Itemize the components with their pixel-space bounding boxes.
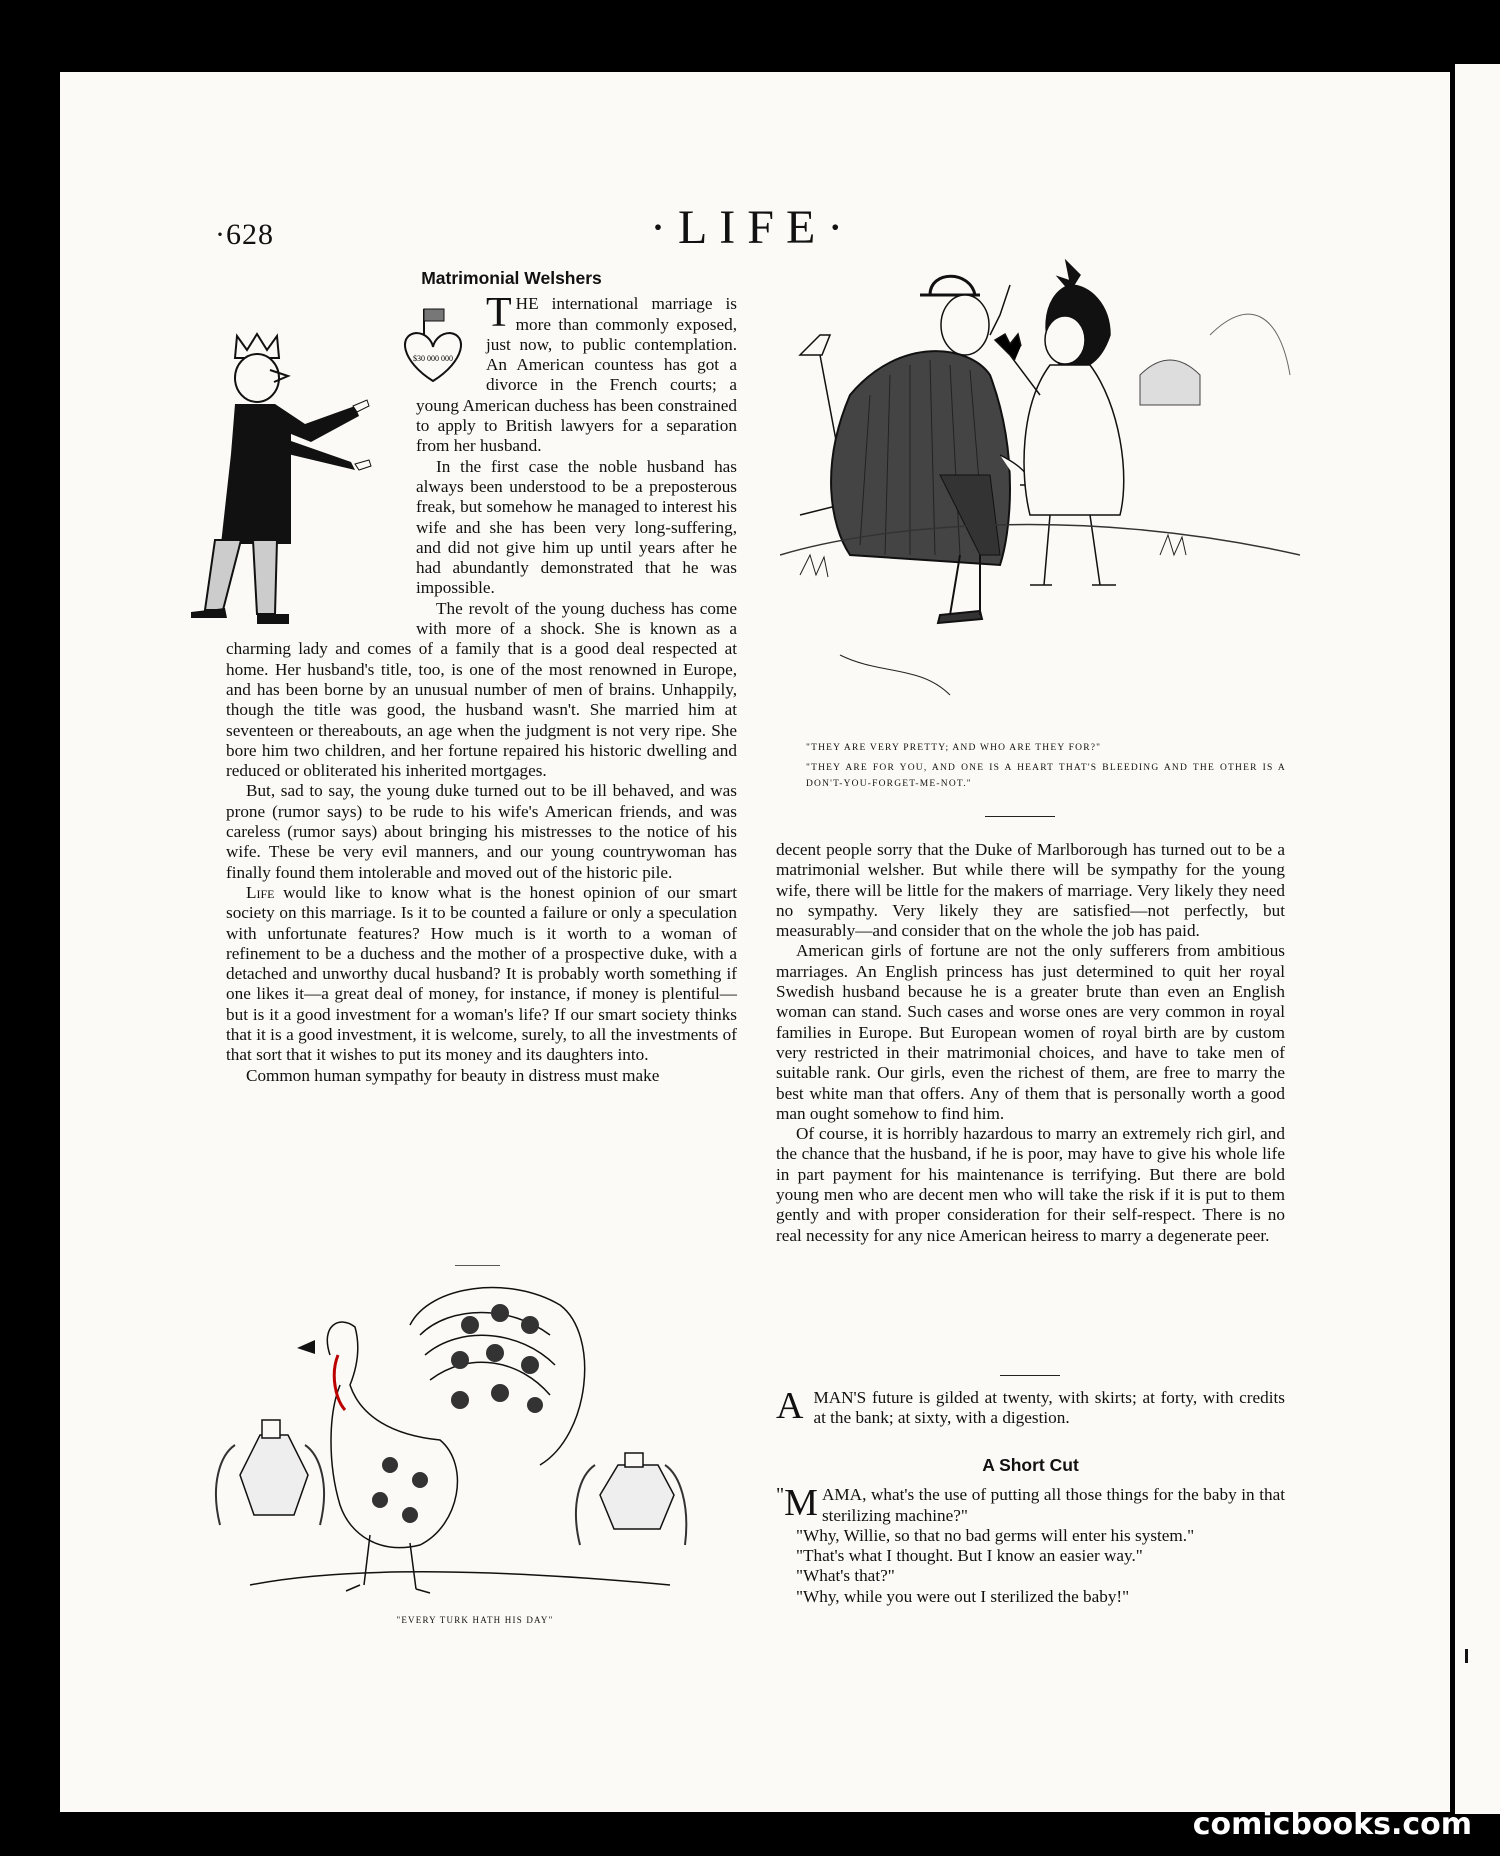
adjacent-page-edge <box>1455 64 1500 1814</box>
heart-label: $30 000 000 <box>413 354 453 363</box>
article-paragraph-5 <box>226 883 737 1066</box>
short-cut-line-2: "Why, Willie, so that no bad germs will enter his system." <box>796 1525 1195 1545</box>
man-and-girl-cartoon-illustration <box>780 255 1300 725</box>
short-cut-line-1-text: AMA, what's the use of putting all those things for the baby in that sterilizing machine?" <box>821 1485 1285 1525</box>
short-cut-line-1 <box>776 1482 1285 1526</box>
short-cut-line-4: "What's that?" <box>796 1566 895 1586</box>
short-cut-section <box>776 1455 1285 1607</box>
article-paragraph-3: The revolt of the young duchess has come with more of a shock. She is known as a charming lady and comes of a family that is a good deal respected at home. Her husband's title, too, is one of the most renowned in Europe, and has been borne by an unusual number of men of brains. Unhappily, though the title was good, the husband wasn't. She married him at seventeen or thereabouts, an age when the judgment is not very ripe. She bore him two children, and her fortune repaired his historic dwelling and reduced or obliterated his inherited mortgages. <box>226 598 737 781</box>
paragraph-1-text: HE international marriage is more than commonly exposed, just now, to public contemplation. An American countess has got a divorce in the French courts; a young American duchess has been constrained to apply to British lawyers for a separation from her husband. <box>416 294 737 456</box>
heart-moneybag-illustration <box>396 305 471 390</box>
turkey-cartoon-illustration <box>210 1265 690 1605</box>
article-title: Matrimonial Welshers <box>421 268 602 288</box>
edge-mark <box>1465 1649 1468 1663</box>
divider-rule <box>1000 1375 1060 1376</box>
short-cut-line-5: "Why, while you were out I sterilized the baby!" <box>796 1586 1130 1606</box>
king-cartoon-illustration <box>175 318 395 638</box>
epigram-text <box>776 1385 1285 1429</box>
short-cut-title: A Short Cut <box>982 1455 1079 1475</box>
top-cartoon-caption-line-1: "THEY ARE VERY PRETTY; AND WHO ARE THEY FOR?" <box>806 743 1102 753</box>
article-paragraph-7: decent people sorry that the Duke of Marlborough has turned out to be a matrimonial welsher. But while there will be sympathy for the young wife, there will be little for the makers of marriage. Very likely they need no sympathy. Very likely they are satisfied—not perfectly, but measurably—and consider that on the whole the job has paid. <box>776 840 1285 941</box>
short-cut-line-3: "That's what I thought. But I know an easier way." <box>796 1546 1143 1566</box>
right-column <box>776 840 1285 1246</box>
article-paragraph-6: Common human sympathy for beauty in distress must make <box>246 1065 660 1085</box>
life-smallcaps: Life <box>246 882 275 902</box>
turkey-cartoon-caption: "EVERY TURK HATH HIS DAY" <box>396 1615 554 1625</box>
top-cartoon-caption-line-2: "THEY ARE FOR YOU, AND ONE IS A HEART THAT'S BLEEDING AND THE OTHER IS A DON'T-YOU-FORGET-ME-NOT." <box>806 763 1286 789</box>
article-paragraph-9: Of course, it is horribly hazardous to marry an extremely rich girl, and the chance that the husband, if he is poor, may have to give his whole life in part payment for his maintenance is terrifying. But there are bold young men who are decent men who will take the risk if it is put to them gently and with proper consideration for their self-respect. There is no real necessity for any nice American heiress to marry a degenerate peer. <box>776 1124 1285 1245</box>
article-paragraph-8: American girls of fortune are not the only sufferers from ambitious marriages. An English princess has just determined to quit her royal Swedish husband because he is a greater brute than even an English woman can stand. Such cases and worse ones are very common in royal families in Europe. But European women of royal birth are by custom very restricted in their matrimonial choices, and have to take men of suitable rank. Our girls, even the richest of them, are free to marry the best white man that offers. Any of them that is personally worth a good man ought somehow to find him. <box>776 941 1285 1123</box>
epigram-body: MAN'S future is gilded at twenty, with skirts; at forty, with credits at the bank; at sixty, with a digestion. <box>813 1388 1285 1428</box>
page-number: ·628 <box>215 218 274 251</box>
epigram <box>776 1385 1285 1429</box>
article-paragraph-2: In the first case the noble husband has always been understood to be a preposterous freak, but somehow he managed to interest his wife and she has been very long-suffering, and did not give him up until years after he had abundantly demonstrated that he was impossible. <box>416 456 737 598</box>
paragraph-5-text: would like to know what is the honest opinion of our smart society on this marriage. Is it to be counted a failure or only a speculation with unfortunate features? How much is it worth to a woman of refinement to be a duchess and the mother of a prospective duke, with a detached and unworthy ducal husband? It is probably worth something if one likes it—a great deal of money, for instance, if money is plentiful—but is it a good investment for a woman's life? If our smart society thinks that it is a good investment, it is welcome, surely, to all the investments of that sort that it wishes to put its money and its daughters into. <box>226 882 737 1065</box>
epigram-dropcap: A <box>776 1385 804 1427</box>
short-cut-dropcap: M <box>784 1482 818 1525</box>
masthead-title: ·LIFE· <box>650 201 856 254</box>
open-quote: " <box>776 1484 785 1507</box>
article-paragraph-4: But, sad to say, the young duke turned out to be ill behaved, and was prone (rumor says) to be rude to his wife's American friends, and was careless (rumor says) about bringing his mistresses to the notice of his wife. These be very evil manners, and our young countrywoman has finally found them intolerable and moved out of the historic pile. <box>226 781 737 882</box>
watermark: comicbooks.com <box>1192 1807 1472 1842</box>
article-dropcap: T <box>486 290 512 337</box>
divider-rule <box>985 816 1055 817</box>
